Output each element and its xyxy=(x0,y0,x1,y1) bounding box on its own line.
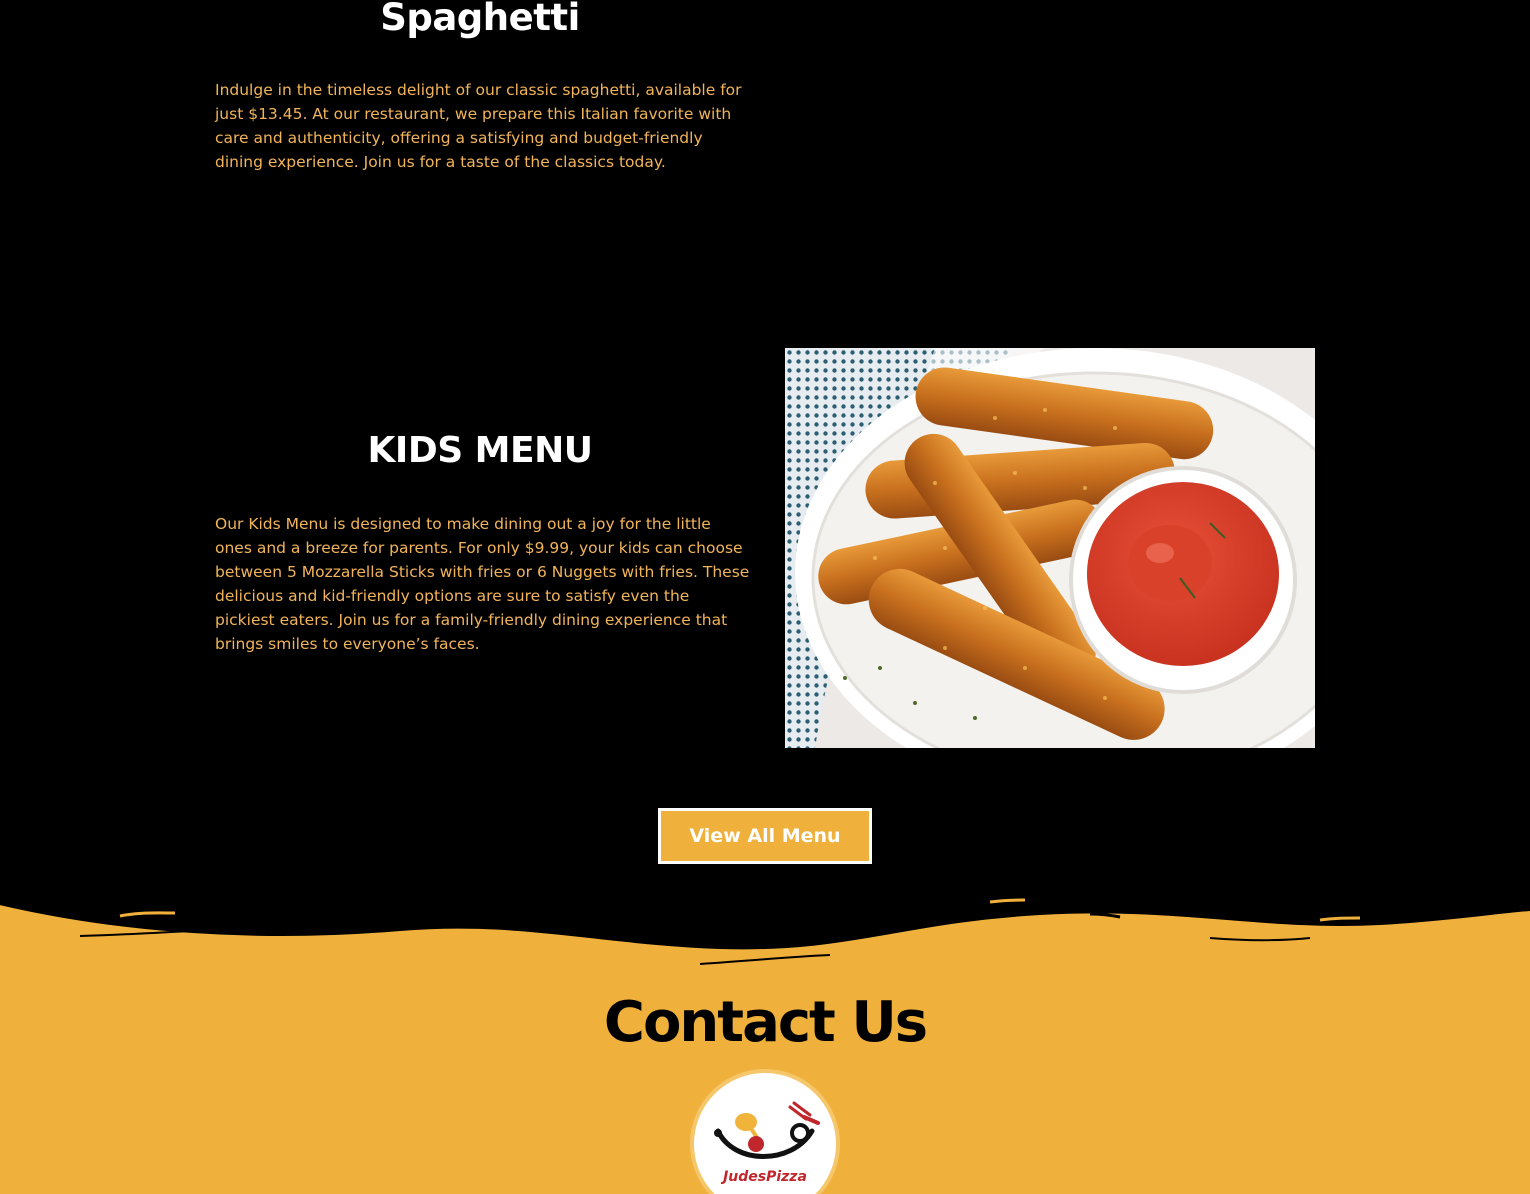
kids-menu-title: KIDS MENU xyxy=(367,430,593,471)
mozzarella-sticks-image xyxy=(785,348,1315,748)
spaghetti-description: Indulge in the timeless delight of our classic spaghetti, available for just $13.45. At our restaurant, we prepare this Italian favorite with care and authenticity, offering a satisfying and budget-friendly dining experience. Join us for a taste of the classics today. xyxy=(215,81,742,171)
kids-menu-description: Our Kids Menu is designed to make dining out a joy for the little ones and a breeze for parents. For only $9.99, your kids can choose between 5 Mozzarella Sticks with fries or 6 Nuggets with fries. These delicious and kid-friendly options are sure to satisfy even the pickiest eaters. Join us for a family-friendly dining experience that brings smiles to everyone’s faces. xyxy=(215,515,750,653)
mozzarella-sticks-illustration xyxy=(785,348,1315,748)
view-all-menu-button[interactable]: View All Menu xyxy=(658,808,872,864)
logo-text: JudesPizza xyxy=(723,1169,807,1185)
spaghetti-title: Spaghetti xyxy=(380,0,580,39)
contact-us-title: Contact Us xyxy=(603,990,927,1055)
